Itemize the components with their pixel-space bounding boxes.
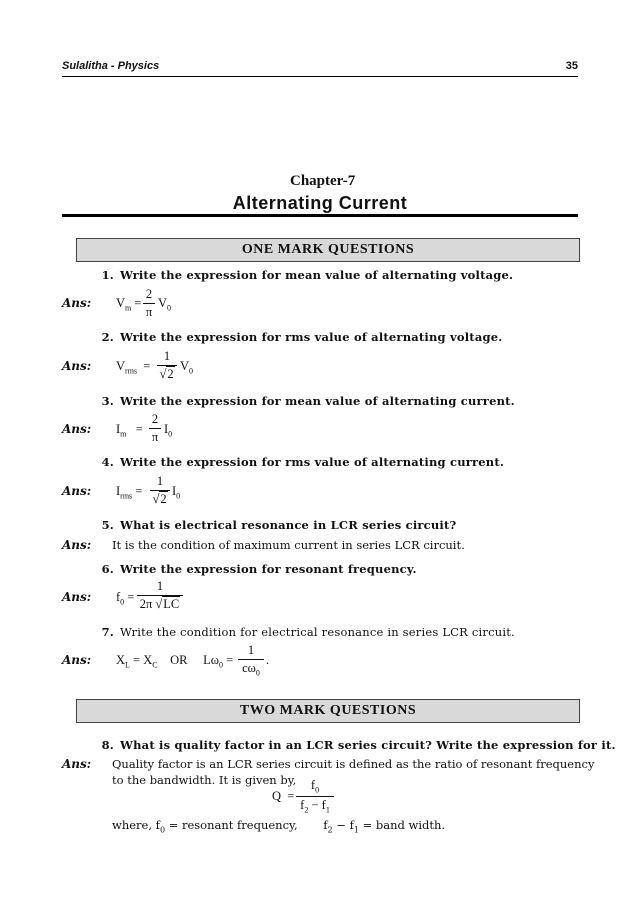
question-5: 5. What is electrical resonance in LCR series circuit? — [101, 518, 457, 532]
question-6: 6. Write the expression for resonant frequency. — [101, 562, 417, 576]
chapter-title: Alternating Current — [232, 193, 408, 213]
answer-label: Ans: — [62, 484, 92, 498]
page-header — [62, 58, 578, 76]
formula-irms: $I_{rms}$ = — [116, 484, 143, 501]
formula-f0: $f_0$ = — [116, 590, 135, 607]
fraction-2-pi: 2 π — [143, 287, 155, 320]
section-one-mark: ONE MARK QUESTIONS — [76, 238, 580, 262]
answer-8-where: where, $f_0$ = resonant frequency, $f_2 - f_1$ = band width. — [112, 818, 446, 835]
answer-label: Ans: — [62, 296, 92, 310]
formula-resonance: $X_L = X_C$ OR $L\omega_0$ = — [116, 653, 234, 670]
question-3: 3. Write the expression for mean value of alternating current. — [101, 394, 515, 408]
formula-q: Q = — [272, 789, 295, 803]
question-7: 7. Write the condition for electrical resonance in series LCR circuit. — [101, 625, 515, 639]
question-8: 8. What is quality factor in an LCR series circuit? Write the expression for it. — [101, 738, 616, 752]
answer-label: Ans: — [62, 538, 92, 552]
formula-im: $I_m$ = — [116, 422, 143, 439]
section-two-mark: TWO MARK QUESTIONS — [76, 699, 580, 723]
answer-8-line2: to the bandwidth. It is given by, — [112, 773, 297, 787]
question-4: 4. Write the expression for rms value of alternating current. — [101, 455, 505, 469]
answer-8-line1: Quality factor is an LCR series circuit is defined as the ratio of resonant frequency — [112, 757, 595, 771]
answer-label: Ans: — [62, 757, 92, 771]
formula-vrms: $V_{rms}$ = — [116, 359, 151, 376]
title-rule — [62, 214, 578, 217]
formula-vm: $V_m$ = — [116, 296, 142, 313]
answer-5-text: It is the condition of maximum current in series LCR circuit. — [112, 538, 465, 552]
answer-label: Ans: — [62, 359, 92, 373]
answer-label: Ans: — [62, 653, 92, 667]
answer-label: Ans: — [62, 590, 92, 604]
question-1: 1. Write the expression for mean value of alternating voltage. — [101, 268, 514, 282]
answer-label: Ans: — [62, 422, 92, 436]
question-2: 2. Write the expression for rms value of alternating voltage. — [101, 330, 503, 344]
chapter-label: Chapter-7 — [290, 173, 356, 189]
book-title: Sulalitha - Physics — [62, 60, 160, 72]
page-number: 35 — [565, 60, 578, 72]
header-rule — [62, 76, 578, 77]
